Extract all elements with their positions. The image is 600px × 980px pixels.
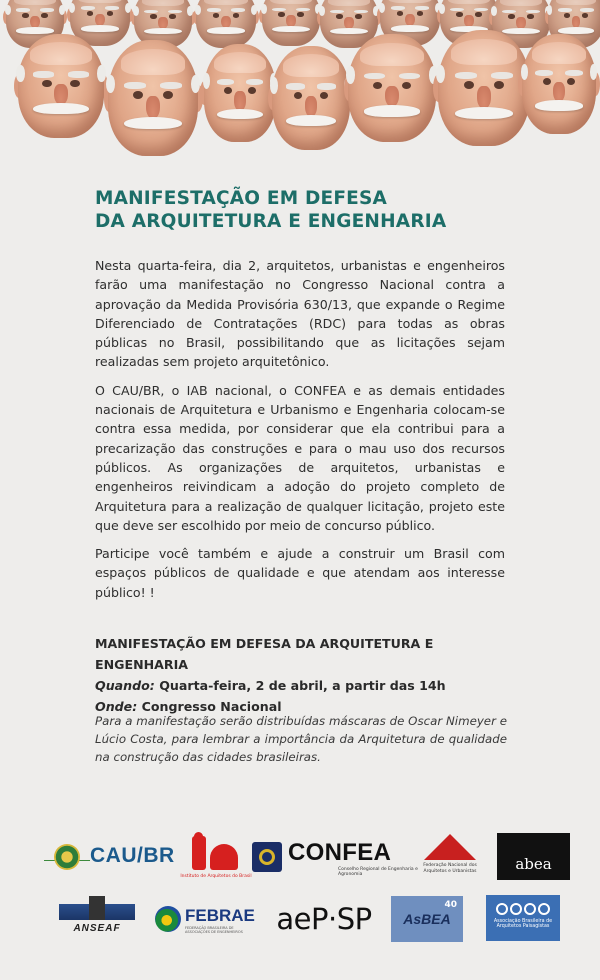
febrae-logo-text: FEBRAE	[185, 906, 255, 925]
when-label: Quando:	[95, 678, 155, 693]
anseaf-logo-text: ANSEAF	[73, 923, 121, 934]
confea-logo	[252, 836, 418, 877]
abap-circles-icon	[496, 903, 550, 915]
page-title	[95, 187, 555, 233]
abap-logo	[486, 895, 560, 941]
cau-logo-text: CAU/BR	[90, 844, 179, 868]
caricature-head	[348, 34, 436, 142]
event-title: MANIFESTAÇÃO EM DEFESA DA ARQUITETURA E ENGENHARIA	[95, 636, 434, 672]
anseaf-mark-icon	[59, 904, 135, 920]
asbea-logo-text: AsBEA	[403, 910, 451, 927]
asbea-anniversary-number: 40	[444, 900, 457, 910]
caricature-head	[18, 34, 104, 138]
febrae-logo	[155, 904, 255, 936]
caricature-head	[438, 30, 530, 146]
caricature-head	[108, 40, 198, 156]
anseaf-logo	[58, 902, 136, 936]
aep-logo-text: aeP·SP	[276, 902, 372, 936]
confea-logo-text: CONFEA	[288, 839, 392, 866]
caricature-heads-illustration	[0, 0, 600, 170]
iab-logo	[180, 826, 252, 884]
confea-emblem-icon	[252, 842, 282, 872]
aep-sp-logo	[272, 899, 376, 939]
caricature-head	[272, 46, 350, 150]
fna-triangle-icon	[424, 834, 476, 860]
cau-br-logo	[44, 838, 178, 878]
fna-caption: Federação Nacional dos Arquitetos e Urbanistas	[423, 863, 477, 874]
caricature-head	[196, 0, 256, 48]
paragraph-2: O CAU/BR, o IAB nacional, o CONFEA e as demais entidades nacionais de Arquitetura e Urbanismo e Engenharia colocam-se contra essa medida, por considerar que ela contribui para a precarização das construções e para o mau uso dos recursos públicos. As organizações de arquitetos, urbanistas e engenheiros reivindicam a adoção do projeto completo de Arquitetura para a realização de qualquer licitação, projeto este que deve ser escolhido por meio de concurso público.	[95, 382, 505, 533]
caricature-head	[262, 0, 320, 46]
masks-note: Para a manifestação serão distribuídas máscaras de Oscar Nimeyer e Lúcio Costa, para lembrar a importância da Arquitetura de qualidade na construção das cidades brasileiras.	[95, 714, 507, 764]
event-details	[95, 633, 525, 717]
asbea-logo	[391, 896, 463, 942]
paragraph-3: Participe você também e ajude a construir um Brasil com espaços públicos de qualidade e que atendam aos interesse público! !	[95, 546, 505, 600]
title-line-2: DA ARQUITETURA E ENGENHARIA	[95, 211, 447, 232]
when-value: Quarta-feira, 2 de abril, a partir das 14h	[154, 678, 446, 693]
febrae-caption: FEDERAÇÃO BRASILEIRA DE ASSOCIAÇÕES DE ENGENHEIROS	[185, 926, 243, 934]
abea-logo	[497, 833, 570, 880]
article-body	[95, 256, 505, 611]
febrae-globe-icon	[155, 906, 181, 932]
abea-logo-text: abea	[515, 854, 552, 873]
where-label: Onde:	[95, 699, 138, 714]
confea-caption: Conselho Regional de Engenharia e Agronomia	[338, 867, 418, 877]
fna-logo	[420, 830, 480, 878]
abap-caption: Associação Brasileira de Arquitetos Paisagistas	[493, 918, 553, 929]
event-when	[95, 675, 525, 696]
where-value: Congresso Nacional	[137, 699, 282, 714]
iab-mark-icon	[192, 832, 240, 872]
caricature-head	[204, 44, 276, 142]
brazil-seal-icon	[54, 844, 80, 870]
title-line-1: MANIFESTAÇÃO EM DEFESA	[95, 188, 388, 209]
iab-caption: Instituto de Arquitetos do Brasil	[180, 873, 252, 879]
caricature-head	[522, 34, 596, 134]
paragraph-1: Nesta quarta-feira, dia 2, arquitetos, urbanistas e engenheiros farão uma manifestação no Congresso Nacional contra a aprovação da Medida Provisória 630/13, que expande o Regime Diferenciado de Contratações (RDC) para todas as obras públicas no Brasil, possibilitando que as licitações sejam realizadas sem projeto arquitetônico.	[95, 258, 505, 370]
